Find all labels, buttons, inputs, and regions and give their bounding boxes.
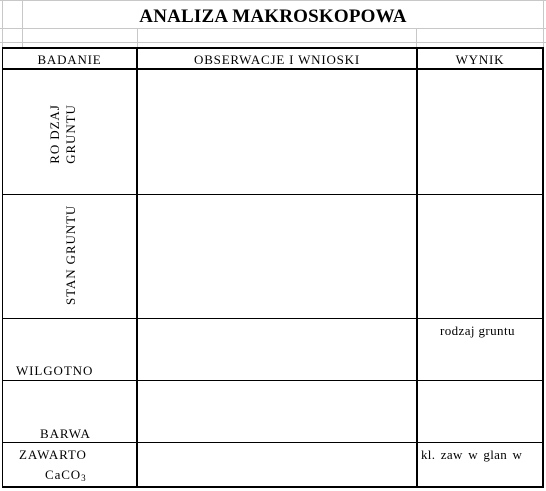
- formula-main: CaCO: [45, 467, 82, 482]
- gridline: [0, 42, 546, 43]
- page-title: ANALIZA MAKROSKOPOWA: [139, 6, 407, 27]
- row-divider: [2, 442, 544, 443]
- gridline: [0, 0, 546, 1]
- row-label-zawartosc: ZAWARTO: [19, 447, 87, 462]
- row-divider: [2, 318, 544, 319]
- row-label-line1: RO DZAJ: [47, 104, 62, 164]
- table-border-header: [2, 68, 544, 70]
- table-border-left: [2, 47, 3, 488]
- wynik-klasa-zawartosci: kl. zaw w glan w: [421, 447, 523, 462]
- gridline: [416, 28, 417, 48]
- header-badanie: BADANIE: [37, 52, 102, 67]
- column-divider: [136, 47, 138, 488]
- wynik-rodzaj-gruntu: rodzaj gruntu: [440, 323, 515, 338]
- gridline: [0, 28, 546, 29]
- column-divider: [416, 47, 418, 488]
- row-label-stan-gruntu: STAN GRUNTU: [63, 204, 78, 305]
- row-label-rodzaj-gruntu: [47, 86, 81, 182]
- table-border-top: [2, 47, 544, 49]
- row-label-line2: GRUNTU: [63, 104, 78, 164]
- header-wynik: WYNIK: [455, 52, 505, 67]
- formula-subscript: 3: [81, 473, 87, 483]
- row-label-barwa: BARWA: [40, 426, 91, 441]
- row-divider: [2, 380, 544, 381]
- row-label-wilgotnosc: WILGOTNO: [16, 363, 94, 378]
- gridline: [137, 28, 138, 48]
- table-border-bottom: [2, 486, 544, 488]
- row-label-formula: [45, 467, 87, 483]
- header-obserwacje: OBSERWACJE I WNIOSKI: [194, 52, 360, 67]
- row-divider: [2, 194, 544, 195]
- table-border-right: [542, 47, 544, 488]
